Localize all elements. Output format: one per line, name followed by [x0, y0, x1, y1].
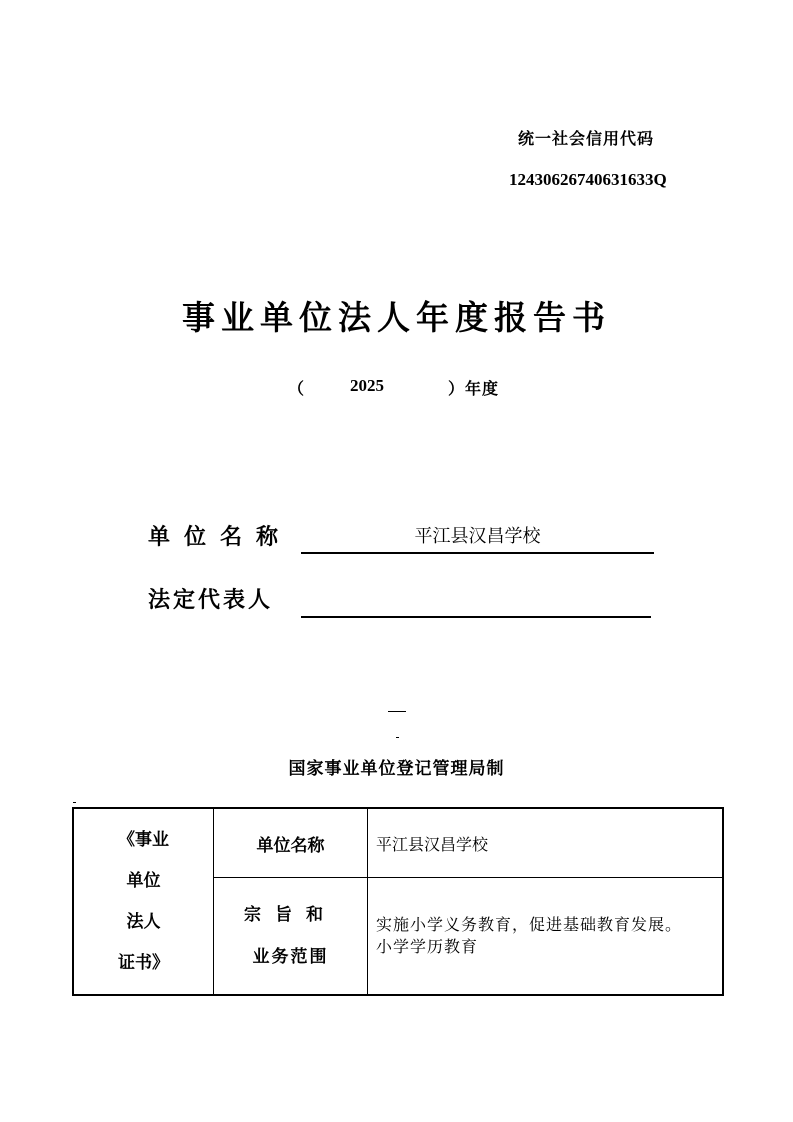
- scope-value-line: 实施小学义务教育，促进基础教育发展。: [376, 915, 683, 934]
- divider-dash: [388, 711, 406, 712]
- scope-label-line: 业务范围: [252, 947, 329, 967]
- year-open-paren: （: [288, 379, 305, 398]
- issuer-text: 国家事业单位登记管理局制: [288, 759, 505, 779]
- scope-label-line: 宗旨和: [244, 905, 337, 925]
- scope-value-line: 小学学历教育: [376, 937, 479, 956]
- row-label-scope: [214, 878, 368, 996]
- side-label-line: 证书》: [118, 952, 169, 973]
- unit-name-label: 单位名称: [148, 525, 293, 550]
- table-row: [73, 808, 723, 878]
- table-marker: [73, 802, 76, 803]
- unit-name-underline: [301, 552, 654, 554]
- report-year: 2025: [350, 376, 384, 395]
- side-label-line: 法人: [126, 911, 161, 932]
- row-label-unit-name: 单位名称: [214, 808, 368, 878]
- divider-dot: [396, 737, 399, 738]
- legal-rep-underline: [301, 616, 651, 618]
- credit-code-value: 12430626740631633Q: [509, 170, 667, 189]
- row-value-scope: [368, 878, 724, 996]
- row-value-unit-name: 平江县汉昌学校: [368, 808, 724, 878]
- year-close-label: ）年度: [448, 379, 500, 398]
- certificate-table: [72, 807, 724, 996]
- document-title: 事业单位法人年度报告书: [182, 298, 611, 337]
- legal-rep-label: 法定代表人: [148, 588, 274, 613]
- certificate-side-label: [73, 808, 214, 995]
- unit-name-value: 平江县汉昌学校: [414, 526, 541, 547]
- credit-code-label: 统一社会信用代码: [518, 129, 655, 148]
- side-label-line: 单位: [126, 870, 161, 891]
- side-label-line: 《事业: [118, 829, 169, 850]
